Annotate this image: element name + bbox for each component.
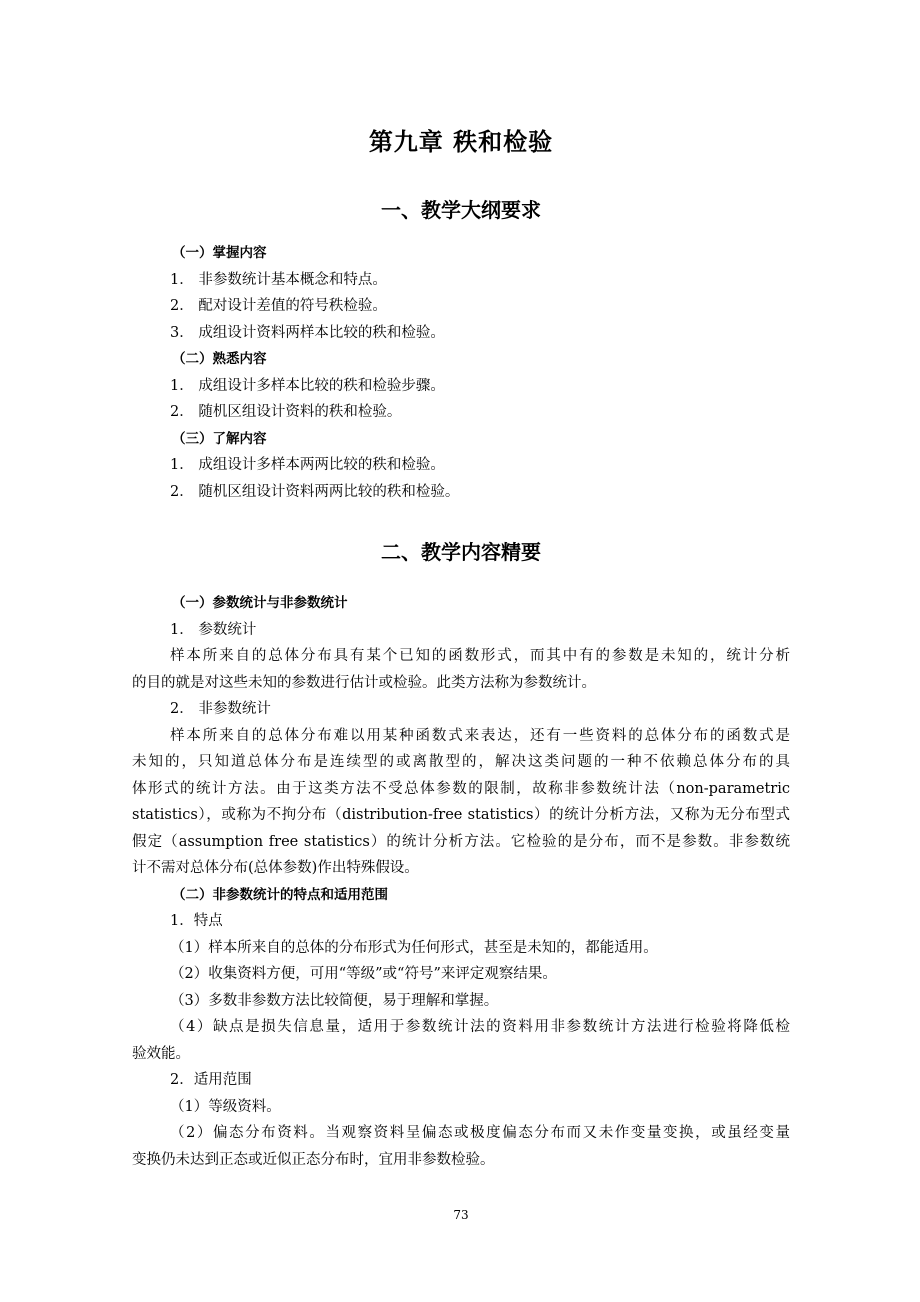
list-item: （3）多数非参数方法比较简便，易于理解和掌握。 (170, 992, 499, 1009)
paragraph-line: 样本所来自的总体分布难以用某种函数式来表达，还有一些资料的总体分布的函数式是 (170, 727, 790, 744)
paragraph-line: （2）偏态分布资料。当观察资料呈偏态或极度偏态分布而又未作变量变换，或虽经变量 (170, 1125, 790, 1141)
paragraph-line: （4）缺点是损失信息量，适用于参数统计法的资料用非参数统计方法进行检验将降低检 (170, 1019, 790, 1035)
list-item: （1）样本所来自的总体的分布形式为任何形式，甚至是未知的，都能适用。 (170, 939, 658, 956)
paragraph-line: statistics），或称为不拘分布（distribution-free statistics）的统计分析方法，又称为无分布型式 (132, 807, 790, 823)
list-item: 3． 成组设计资料两样本比较的秩和检验。 (170, 324, 445, 341)
paragraph-line: 计不需对总体分布(总体参数)作出特殊假设。 (132, 860, 419, 876)
section-title-content: 二、教学内容精要 (381, 540, 541, 564)
item-label-scope: 2．适用范围 (170, 1072, 252, 1088)
teaching-content (132, 590, 790, 1173)
chapter-title: 第九章 秩和检验 (368, 128, 554, 156)
subheading-master: （一）掌握内容 (172, 245, 267, 261)
page-number: 73 (453, 1208, 469, 1222)
paragraph-nonparam (132, 723, 790, 882)
list-item: （2）收集资料方便，可用“等级”或“符号”来评定观察结果。 (170, 966, 557, 982)
item-label-features: 1．特点 (170, 913, 223, 929)
paragraph-line: 未知的，只知道总体分布是连续型的或离散型的，解决这类问题的一种不依赖总体分布的具 (132, 754, 790, 770)
subheading-features-scope: （二）非参数统计的特点和适用范围 (172, 886, 388, 903)
paragraph-line: 的目的就是对这些未知的参数进行估计或检验。此类方法称为参数统计。 (132, 674, 596, 691)
subheading-param-vs-nonparam: （一）参数统计与非参数统计 (172, 595, 348, 611)
list-item: 2． 配对设计差值的符号秩检验。 (170, 298, 387, 314)
paragraph-feature-4 (132, 1014, 790, 1067)
list-item: 2． 随机区组设计资料的秩和检验。 (170, 404, 402, 420)
paragraph-line: 体形式的统计方法。由于这类方法不受总体参数的限制，故称非参数统计法（non-parametric (132, 780, 790, 797)
list-item: 1． 成组设计多样本两两比较的秩和检验。 (170, 457, 445, 473)
document-page (132, 0, 790, 1302)
list-item: （1）等级资料。 (170, 1098, 281, 1115)
paragraph-line: 验效能。 (132, 1045, 190, 1062)
list-item: 1． 非参数统计基本概念和特点。 (170, 271, 387, 288)
paragraph-param (132, 643, 790, 696)
subheading-understand: （三）了解内容 (172, 430, 267, 447)
paragraph-line: 变换仍未达到正态或近似正态分布时，宜用非参数检验。 (132, 1151, 495, 1168)
list-item: 2． 随机区组设计资料两两比较的秩和检验。 (170, 483, 460, 500)
item-label-nonparam: 2． 非参数统计 (170, 701, 271, 717)
syllabus-requirements (132, 240, 790, 505)
paragraph-scope-2 (132, 1120, 790, 1173)
paragraph-line: 假定（assumption free statistics）的统计分析方法。它检验的是分布，而不是参数。非参数统 (132, 833, 790, 850)
item-label-param: 1． 参数统计 (170, 621, 257, 638)
list-item: 1． 成组设计多样本比较的秩和检验步骤。 (170, 377, 445, 394)
subheading-familiar: （二）熟悉内容 (172, 351, 267, 367)
section-title-syllabus: 一、教学大纲要求 (381, 198, 541, 222)
paragraph-line: 样本所来自的总体分布具有某个已知的函数形式，而其中有的参数是未知的，统计分析 (170, 648, 790, 664)
